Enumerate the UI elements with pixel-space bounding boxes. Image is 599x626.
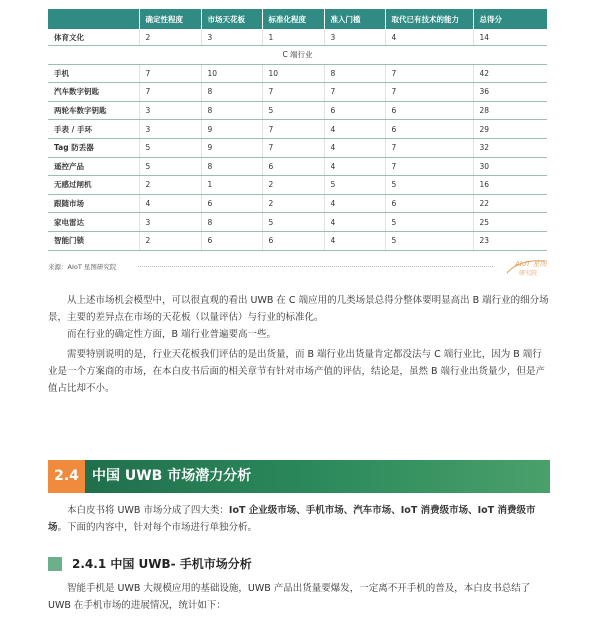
market-score-table <box>48 9 547 251</box>
score-cell: 7 <box>262 138 324 157</box>
row-name-cell: 智能门锁 <box>48 231 139 250</box>
aiot-logo <box>505 257 549 277</box>
logo-text: AIoT 星图 <box>515 260 547 268</box>
intro-text-markets: IoT 企业级市场、手机市场、汽车市场、IoT 消费级市场、IoT 消费级市场 <box>48 505 536 533</box>
score-cell: 6 <box>201 194 262 213</box>
table-row <box>48 213 547 232</box>
score-cell: 6 <box>324 101 385 120</box>
score-cell: 7 <box>262 83 324 102</box>
paragraph-intro <box>48 502 550 536</box>
score-cell: 8 <box>201 213 262 232</box>
header-cell: 确定性程度 <box>139 9 201 29</box>
paragraph-analysis-2: 而在行业的确定性方面，B 端行业普遍要高一些。 <box>67 329 277 340</box>
score-cell: 5 <box>262 213 324 232</box>
header-cell: 准入门槛 <box>324 9 385 29</box>
score-cell: 10 <box>201 64 262 83</box>
row-name-cell: Tag 防丢器 <box>48 138 139 157</box>
header-cell: 市场天花板 <box>201 9 262 29</box>
table-row <box>48 101 547 120</box>
paragraph-analysis-3: 需要特别说明的是，行业天花板我们评估的是出货量，而 B 端行业出货量肯定都没法与 C 端行业比，因为 B 端行业是一个方案商的市场，在本白皮书后面的相关章节有针对市场产值的评估，结论是，虽然 B 端行业出货量少，但是产值占比却不小。 <box>48 349 546 394</box>
score-cell: 28 <box>473 101 547 120</box>
score-cell: 23 <box>473 231 547 250</box>
score-cell: 2 <box>139 176 201 195</box>
row-name-cell: 汽车数字钥匙 <box>48 83 139 102</box>
header-cell: 取代已有技术的能力 <box>385 9 473 29</box>
score-cell: 6 <box>385 120 473 139</box>
score-cell: 5 <box>139 138 201 157</box>
table-row <box>48 120 547 139</box>
logo-subtext: 研究院 <box>519 270 538 277</box>
score-cell: 16 <box>473 176 547 195</box>
score-cell: 8 <box>201 157 262 176</box>
score-cell: 7 <box>324 83 385 102</box>
table-row <box>48 138 547 157</box>
score-cell: 6 <box>385 194 473 213</box>
score-cell: 7 <box>139 64 201 83</box>
subsection-title: 2.4.1 中国 UWB- 手机市场分析 <box>72 557 252 571</box>
intro-text-suffix: 。下面的内容中，针对每个市场进行单独分析。 <box>57 522 258 533</box>
score-cell: 14 <box>473 29 547 46</box>
score-cell: 5 <box>324 176 385 195</box>
score-cell: 32 <box>473 138 547 157</box>
score-cell: 6 <box>385 101 473 120</box>
score-cell: 7 <box>385 83 473 102</box>
row-name-cell: 手表 / 手环 <box>48 120 139 139</box>
score-cell: 8 <box>201 101 262 120</box>
score-cell: 4 <box>385 29 473 46</box>
section-label-cell: C 端行业 <box>48 46 547 65</box>
score-cell: 1 <box>262 29 324 46</box>
score-cell: 5 <box>262 101 324 120</box>
table-row <box>48 231 547 250</box>
score-cell: 29 <box>473 120 547 139</box>
row-name-cell: 家电雷达 <box>48 213 139 232</box>
score-cell: 4 <box>139 194 201 213</box>
row-name-cell: 体育文化 <box>48 29 139 46</box>
score-cell: 3 <box>139 213 201 232</box>
score-cell: 9 <box>201 120 262 139</box>
score-cell: 2 <box>139 231 201 250</box>
score-cell: 3 <box>201 29 262 46</box>
score-cell: 6 <box>201 231 262 250</box>
score-cell: 3 <box>324 29 385 46</box>
table-row <box>48 157 547 176</box>
score-cell: 1 <box>201 176 262 195</box>
score-cell: 5 <box>385 213 473 232</box>
table-source-note: 来源：AIoT 星图研究院 <box>48 263 117 271</box>
table-row <box>48 194 547 213</box>
header-cell: 总得分 <box>473 9 547 29</box>
score-cell: 30 <box>473 157 547 176</box>
score-cell: 4 <box>324 213 385 232</box>
intro-text-prefix: 本白皮书将 UWB 市场分成了四大类： <box>67 505 229 516</box>
score-cell: 7 <box>385 64 473 83</box>
score-cell: 3 <box>139 120 201 139</box>
header-cell: 标准化程度 <box>262 9 324 29</box>
score-cell: 7 <box>139 83 201 102</box>
score-cell: 6 <box>262 157 324 176</box>
section-title: 中国 UWB 市场潜力分析 <box>92 468 252 484</box>
score-cell: 10 <box>262 64 324 83</box>
header-cell-blank <box>48 9 139 29</box>
score-cell: 5 <box>385 231 473 250</box>
table-section-row <box>48 46 547 65</box>
score-cell: 5 <box>385 176 473 195</box>
score-cell: 4 <box>324 194 385 213</box>
score-cell: 4 <box>324 157 385 176</box>
score-cell: 25 <box>473 213 547 232</box>
section-header-bar <box>48 460 550 493</box>
score-cell: 7 <box>262 120 324 139</box>
row-name-cell: 遥控产品 <box>48 157 139 176</box>
section-number: 2.4 <box>48 460 85 493</box>
score-cell: 2 <box>262 194 324 213</box>
row-name-cell: 跟随市场 <box>48 194 139 213</box>
score-cell: 4 <box>324 120 385 139</box>
paragraph-phone-market: 智能手机是 UWB 大规模应用的基础设施，UWB 产品出货量要爆发，一定离不开手机的普及，本白皮书总结了 UWB 在手机市场的进展情况，统计如下： <box>48 583 531 611</box>
score-cell: 3 <box>139 101 201 120</box>
score-cell: 36 <box>473 83 547 102</box>
score-cell: 22 <box>473 194 547 213</box>
score-cell: 42 <box>473 64 547 83</box>
row-name-cell: 两轮车数字钥匙 <box>48 101 139 120</box>
source-divider <box>138 266 493 267</box>
table-row <box>48 29 547 46</box>
score-cell: 4 <box>324 138 385 157</box>
score-cell: 6 <box>262 231 324 250</box>
score-cell: 2 <box>139 29 201 46</box>
table-row <box>48 64 547 83</box>
score-cell: 7 <box>385 157 473 176</box>
score-cell: 5 <box>139 157 201 176</box>
subsection-marker <box>48 557 62 571</box>
score-cell: 9 <box>201 138 262 157</box>
paragraph-analysis-1: 从上述市场机会模型中，可以很直观的看出 UWB 在 C 端应用的几类场景总得分整体要明显高出 B 端行业的细分场景，主要的差异点在市场的天花板（以量评估）与行业的标准化。 <box>48 295 549 323</box>
row-name-cell: 手机 <box>48 64 139 83</box>
table-row <box>48 176 547 195</box>
score-cell: 4 <box>324 231 385 250</box>
score-cell: 8 <box>201 83 262 102</box>
score-cell: 7 <box>385 138 473 157</box>
score-cell: 2 <box>262 176 324 195</box>
table-header-row <box>48 9 547 29</box>
score-cell: 8 <box>324 64 385 83</box>
table-row <box>48 83 547 102</box>
row-name-cell: 无感过闸机 <box>48 176 139 195</box>
